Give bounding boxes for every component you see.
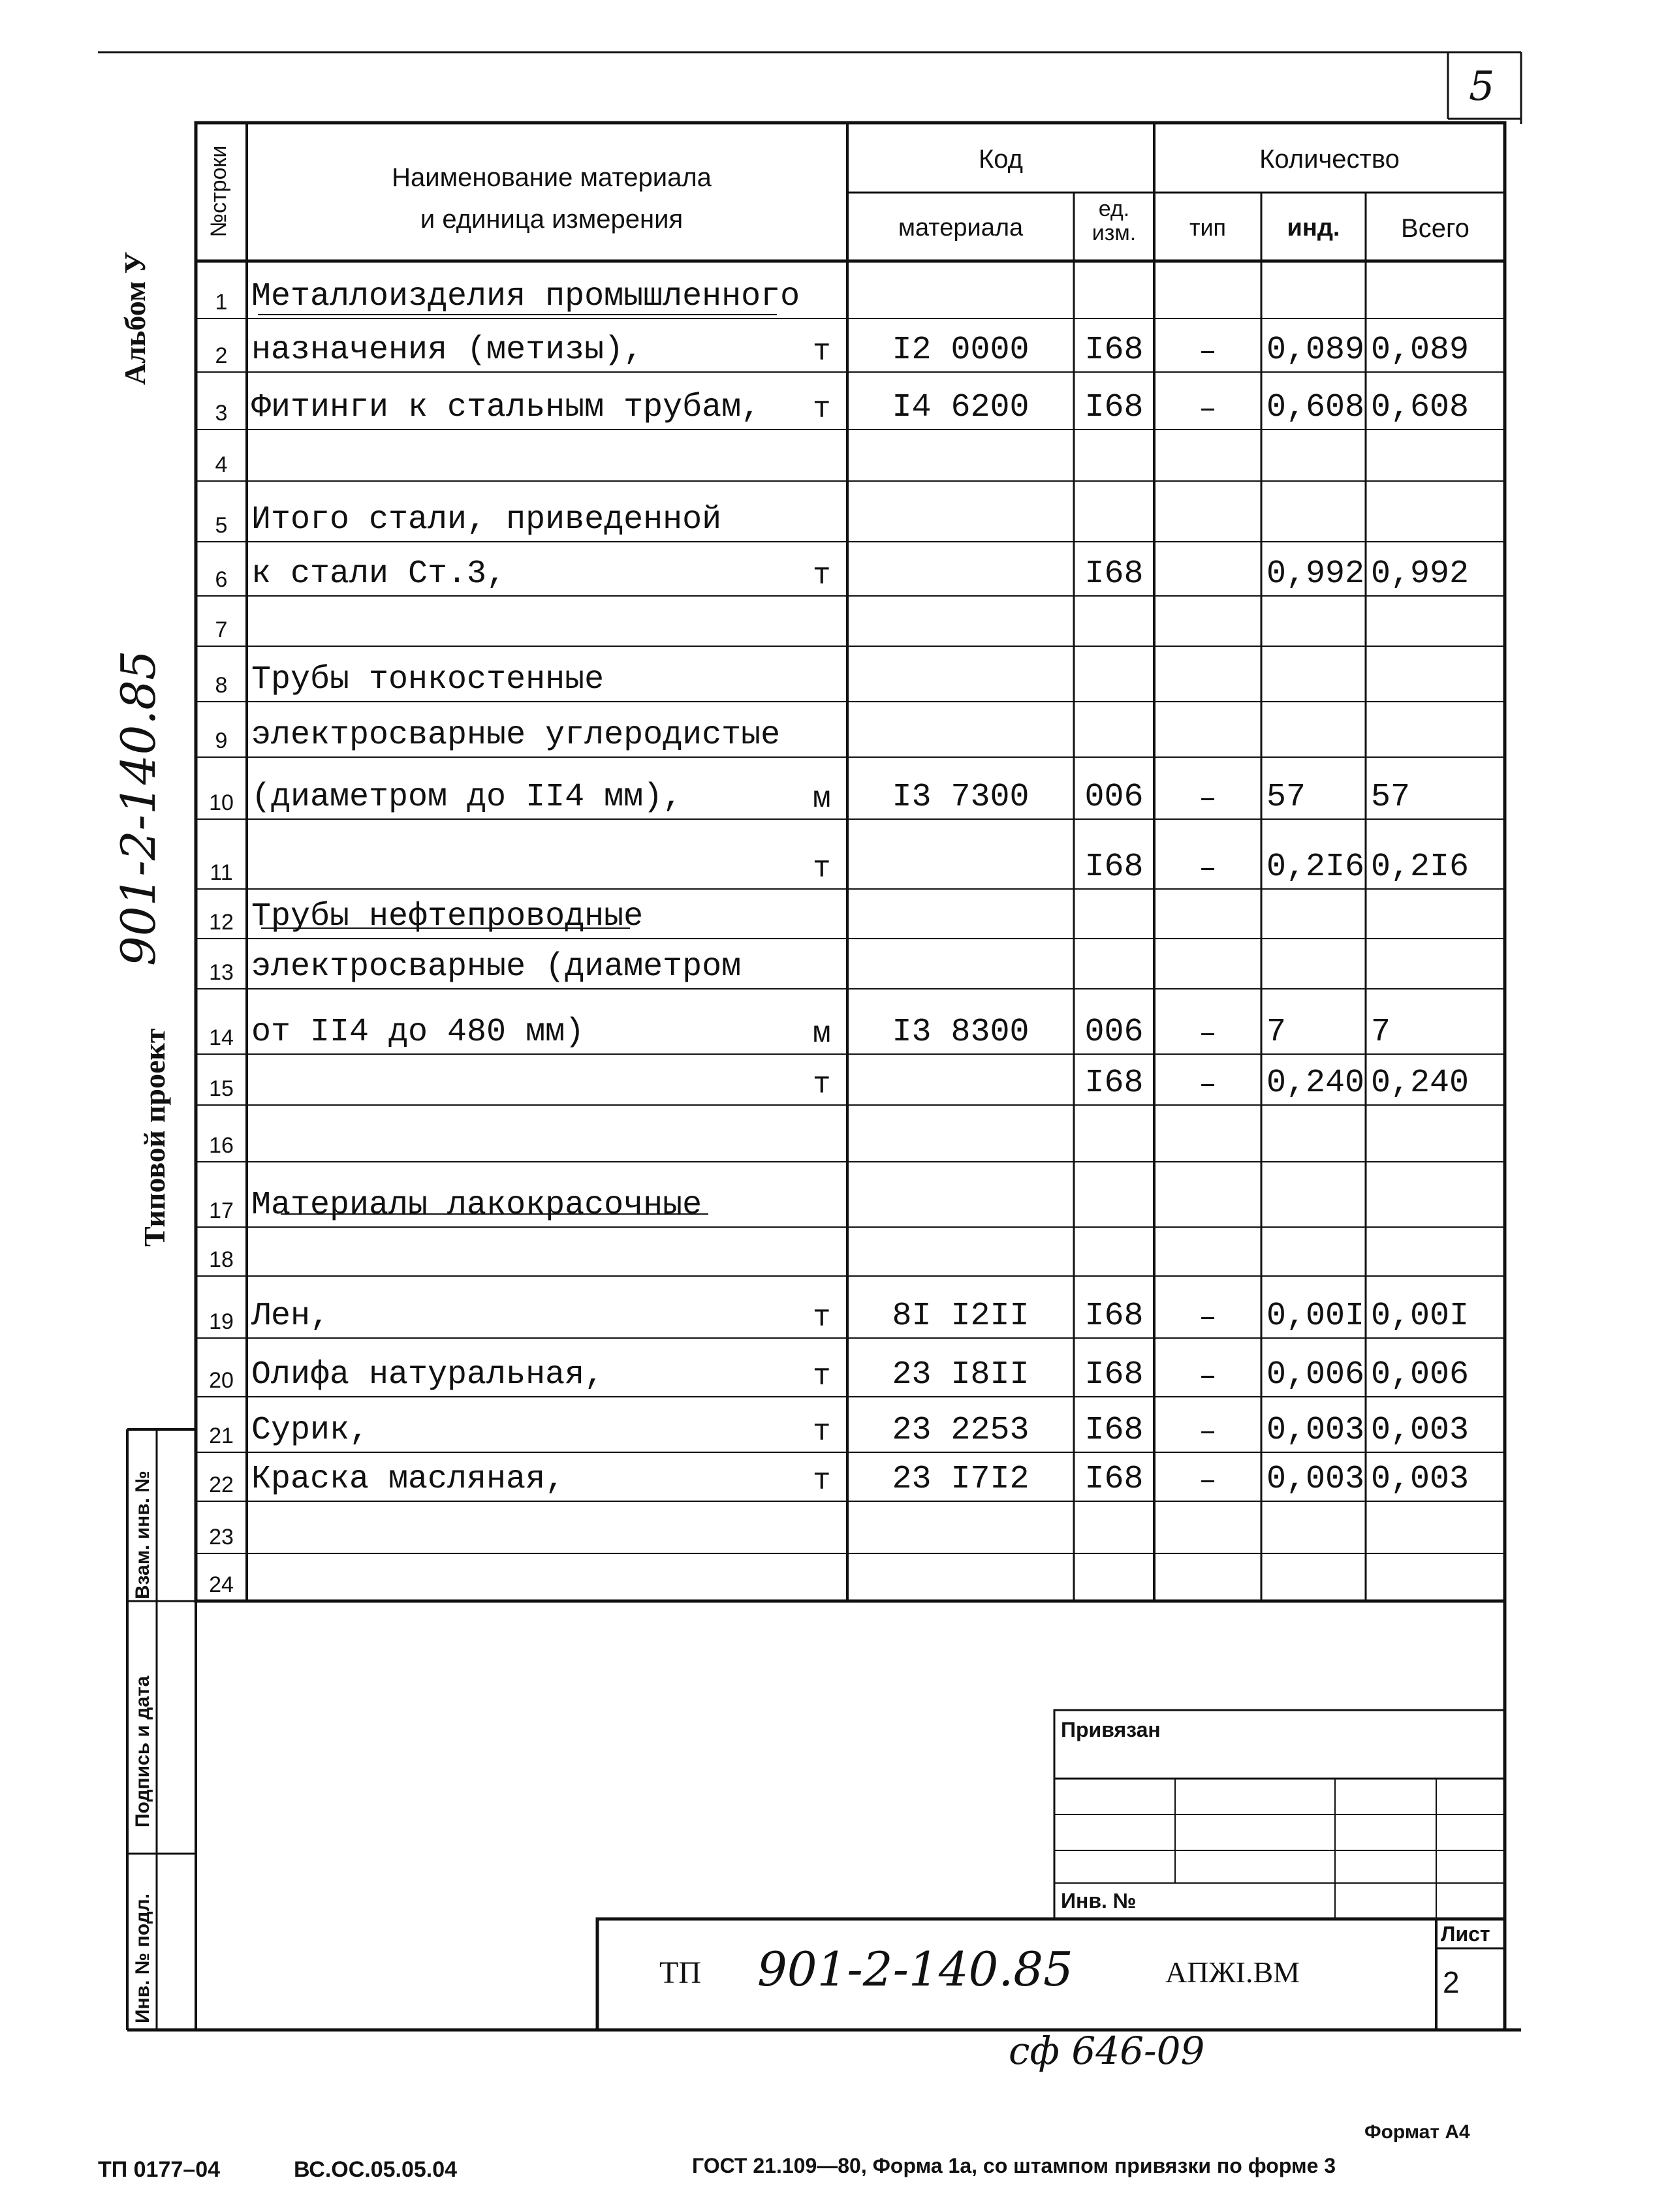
row-number: 21 — [209, 1424, 234, 1448]
material-name: электросварные углеродистые — [251, 717, 781, 754]
quantity-total: 0,2I6 — [1371, 849, 1470, 886]
stamp-sheet-number: 2 — [1443, 1965, 1460, 1999]
row-number: 8 — [215, 673, 228, 698]
material-name: (диаметром до II4 мм), — [251, 779, 683, 816]
unit-code: I68 — [1084, 1461, 1144, 1498]
row-number: 12 — [209, 910, 234, 935]
header-quantity: Количество — [1259, 145, 1400, 174]
row-number: 3 — [215, 401, 228, 426]
material-code: I3 7300 — [892, 779, 1029, 816]
unit-code: I68 — [1084, 1298, 1144, 1335]
unit-code: I68 — [1084, 1356, 1144, 1394]
header-name: Наименование материала и единица измерения — [392, 163, 712, 234]
material-name: Трубы тонкостенные — [251, 661, 605, 698]
measure-unit-letter: т — [813, 1301, 831, 1335]
side-label-inv-podl: Инв. № подл. — [132, 1893, 153, 2023]
quantity-ind: 0,003 — [1266, 1412, 1365, 1449]
header-code: Код — [978, 145, 1023, 174]
material-name: Металлоизделия промышленного — [251, 278, 800, 315]
row-number: 18 — [209, 1247, 234, 1272]
quantity-type: – — [1199, 782, 1217, 816]
row-number: 9 — [215, 728, 228, 753]
quantity-ind: 7 — [1266, 1014, 1287, 1051]
table-row — [0, 646, 1666, 702]
table-row — [0, 1452, 1666, 1501]
page-number: 5 — [1469, 62, 1495, 110]
unit-code: I68 — [1084, 1065, 1144, 1102]
row-number: 23 — [209, 1525, 234, 1550]
row-number: 2 — [215, 343, 228, 368]
side-label-project-code: 901-2-140.85 — [111, 650, 166, 966]
footer-gost: ГОСТ 21.109—80, Форма 1а, со штампом привязки по форме 3 — [692, 2154, 1336, 2177]
header-unit: ед. изм. — [1092, 196, 1137, 246]
quantity-type: – — [1199, 1464, 1217, 1498]
quantity-ind: 0,2I6 — [1266, 849, 1365, 886]
quantity-type: – — [1199, 335, 1217, 369]
row-number: 22 — [209, 1472, 234, 1497]
table-row — [0, 319, 1666, 372]
quantity-ind: 0,006 — [1266, 1356, 1365, 1394]
row-number: 11 — [210, 860, 233, 885]
stamp-sheet-label: Лист — [1441, 1922, 1490, 1946]
row-number: 24 — [209, 1572, 234, 1597]
quantity-ind: 57 — [1266, 779, 1306, 816]
header-material: материала — [898, 214, 1024, 241]
material-name: Олифа натуральная, — [251, 1356, 605, 1394]
quantity-total: 0,240 — [1371, 1065, 1470, 1102]
quantity-type: – — [1199, 1415, 1217, 1449]
material-name: Трубы нефтепроводные — [251, 898, 644, 935]
table-row — [0, 372, 1666, 429]
material-name: Лен, — [251, 1298, 330, 1335]
row-number: 20 — [209, 1368, 234, 1393]
material-name: к стали Ст.3, — [251, 555, 507, 593]
quantity-type: – — [1199, 1017, 1217, 1051]
material-code: I3 8300 — [892, 1014, 1029, 1051]
quantity-type: – — [1199, 852, 1217, 886]
table-row — [0, 819, 1666, 889]
measure-unit-letter: т — [813, 1415, 831, 1449]
row-number: 4 — [215, 452, 228, 477]
table-row — [0, 1553, 1666, 1601]
header-ind: инд. — [1287, 214, 1340, 241]
table-row — [0, 596, 1666, 646]
row-number: 14 — [209, 1025, 234, 1050]
material-code: 8I I2II — [892, 1298, 1029, 1335]
under-stamp-handwriting: сф 646-09 — [1009, 2029, 1205, 2073]
quantity-total: 0,608 — [1371, 389, 1470, 426]
material-code: I2 0000 — [892, 332, 1029, 369]
side-label-signature-date: Подпись и дата — [132, 1675, 153, 1828]
material-name: Итого стали, приведенной — [251, 501, 722, 538]
side-label-vzam-inv: Взам. инв. № — [132, 1471, 153, 1599]
table-row — [0, 1501, 1666, 1553]
measure-unit-letter: т — [813, 392, 831, 426]
material-name: электросварные (диаметром — [251, 948, 742, 986]
unit-code: I68 — [1084, 849, 1144, 886]
measure-unit-letter: т — [813, 1068, 831, 1102]
table-row — [0, 1227, 1666, 1276]
stamp-privyazan: Привязан — [1061, 1718, 1161, 1741]
row-number: 13 — [209, 960, 234, 985]
quantity-total: 57 — [1371, 779, 1411, 816]
header-row-no: №строки — [206, 145, 231, 238]
table-row — [0, 939, 1666, 989]
quantity-ind: 0,240 — [1266, 1065, 1365, 1102]
quantity-type: – — [1199, 1301, 1217, 1335]
table-row — [0, 757, 1666, 819]
unit-code: I68 — [1084, 389, 1144, 426]
row-number: 7 — [215, 617, 228, 642]
footer-format: Формат А4 — [1364, 2121, 1470, 2143]
table-row — [0, 261, 1666, 319]
unit-code: I68 — [1084, 332, 1144, 369]
unit-code: I68 — [1084, 555, 1144, 593]
header-type: тип — [1189, 214, 1227, 241]
stamp-tp: ТП — [659, 1955, 701, 1990]
quantity-total: 0,00I — [1371, 1298, 1470, 1335]
measure-unit-letter: т — [813, 1464, 831, 1498]
table-row — [0, 542, 1666, 596]
measure-unit-letter: т — [813, 852, 831, 886]
material-code: 23 2253 — [892, 1412, 1029, 1449]
material-name: от II4 до 480 мм) — [251, 1014, 585, 1051]
material-code: 23 I7I2 — [892, 1461, 1029, 1498]
material-code: I4 6200 — [892, 389, 1029, 426]
row-number: 1 — [215, 290, 228, 315]
quantity-ind: 0,089 — [1266, 332, 1365, 369]
quantity-type: – — [1199, 1068, 1217, 1102]
row-number: 6 — [215, 567, 228, 592]
table-row — [0, 1397, 1666, 1452]
quantity-total: 7 — [1371, 1014, 1391, 1051]
table-row — [0, 702, 1666, 757]
table-row — [0, 1276, 1666, 1338]
stamp-project-code: 901-2-140.85 — [757, 1942, 1073, 1997]
quantity-ind: 0,003 — [1266, 1461, 1365, 1498]
material-code: 23 I8II — [892, 1356, 1029, 1394]
side-label-album: Альбом У — [118, 251, 151, 385]
material-name: Сурик, — [251, 1412, 369, 1449]
row-number: 5 — [215, 513, 228, 538]
stamp-inv-no: Инв. № — [1061, 1889, 1137, 1912]
row-number: 19 — [209, 1309, 234, 1334]
table-row — [0, 481, 1666, 542]
side-label-typical-project: Типовой проект — [138, 1028, 171, 1247]
table-row — [0, 1105, 1666, 1162]
material-name: Фитинги к стальным трубам, — [251, 389, 761, 426]
row-number: 16 — [209, 1133, 234, 1158]
material-name: Краска масляная, — [251, 1461, 565, 1498]
quantity-total: 0,003 — [1371, 1461, 1470, 1498]
quantity-ind: 0,608 — [1266, 389, 1365, 426]
quantity-total: 0,003 — [1371, 1412, 1470, 1449]
measure-unit-letter: м — [813, 782, 831, 816]
table-row — [0, 1054, 1666, 1105]
footer-left-code-2: ВС.ОС.05.05.04 — [294, 2157, 458, 2182]
unit-code: I68 — [1084, 1412, 1144, 1449]
table-row — [0, 989, 1666, 1054]
row-number: 17 — [209, 1198, 234, 1223]
table-row — [0, 1162, 1666, 1227]
material-name: Материалы лакокрасочные — [251, 1187, 702, 1224]
quantity-type: – — [1199, 392, 1217, 426]
row-number: 10 — [209, 790, 234, 815]
measure-unit-letter: т — [813, 335, 831, 369]
measure-unit-letter: т — [813, 1360, 831, 1394]
table-row — [0, 889, 1666, 939]
footer-left-code: ТП 0177–04 — [98, 2157, 221, 2182]
measure-unit-letter: т — [813, 559, 831, 593]
material-name: назначения (метизы), — [251, 332, 644, 369]
quantity-ind: 0,992 — [1266, 555, 1365, 593]
measure-unit-letter: м — [813, 1017, 831, 1051]
table-row — [0, 1338, 1666, 1397]
quantity-type: – — [1199, 1360, 1217, 1394]
quantity-total: 0,006 — [1371, 1356, 1470, 1394]
unit-code: 006 — [1084, 1014, 1144, 1051]
unit-code: 006 — [1084, 779, 1144, 816]
stamp-doc-code: АПЖI.ВМ — [1165, 1955, 1300, 1989]
quantity-ind: 0,00I — [1266, 1298, 1365, 1335]
quantity-total: 0,089 — [1371, 332, 1470, 369]
quantity-total: 0,992 — [1371, 555, 1470, 593]
row-number: 15 — [209, 1076, 234, 1101]
header-total: Всего — [1401, 214, 1470, 243]
table-row — [0, 429, 1666, 481]
